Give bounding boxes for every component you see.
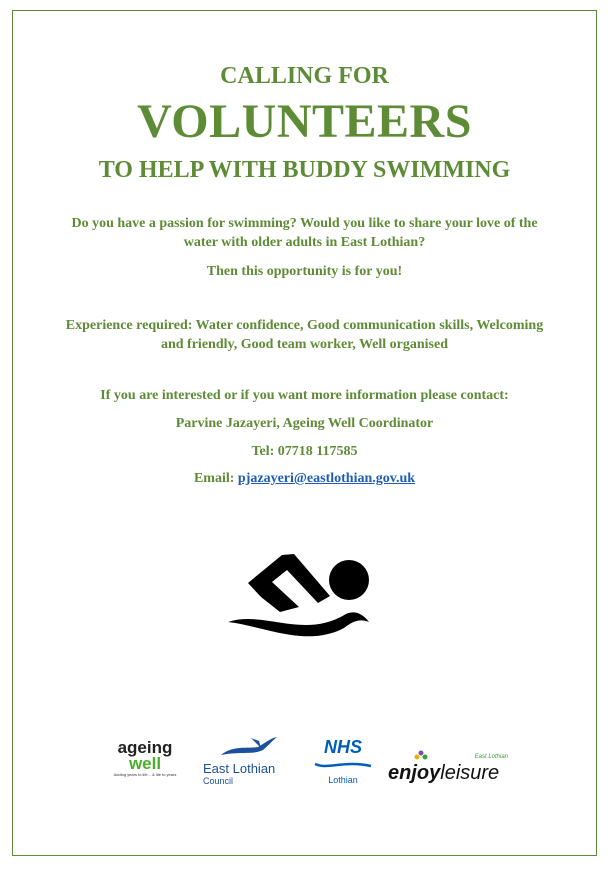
east-lothian-council-logo [203, 735, 299, 785]
elc-line1: East Lothian [203, 761, 276, 776]
email-link[interactable]: pjazayeri@eastlothian.gov.uk [237, 471, 416, 486]
flower-icon [414, 750, 428, 762]
wave-icon [313, 760, 373, 770]
experience-paragraph: Experience required: Water confidence, Good communication skills, Welcoming and friendly, Good team worker, Well organised [65, 318, 544, 352]
ageing-well-logo [110, 740, 180, 784]
enjoy-small: East Lothian [474, 754, 508, 760]
contact-email-line [12, 469, 597, 488]
elc-line2: Council [203, 776, 234, 786]
intro-paragraph: Do you have a passion for swimming? Would you like to share your love of the water with older adults in East Lothian? [71, 216, 538, 250]
email-label: Email: [193, 471, 238, 486]
enjoy-word1: enjoy [388, 762, 441, 784]
ageing-well-tagline: Adding years to life... & life to years [113, 772, 177, 777]
enjoy-word2: leisure [440, 762, 500, 784]
ageing-well-word2: well [128, 754, 162, 773]
nhs-name: Lothian [328, 775, 358, 785]
contact-intro: If you are interested or if you want more information please contact: [100, 388, 509, 403]
ageing-well-word1: ageing [117, 738, 173, 757]
swimmer-icon [224, 550, 374, 650]
nhs-mark: NHS [323, 737, 362, 757]
bird-icon [203, 735, 299, 757]
nhs-lothian-logo [313, 737, 373, 783]
contact-tel: Tel: 07718 117585 [251, 444, 358, 459]
enjoy-leisure-logo [388, 752, 510, 788]
heading-volunteers: VOLUNTEERS [137, 95, 472, 148]
heading-calling-for: CALLING FOR [220, 63, 389, 89]
heading-buddy-swimming: TO HELP WITH BUDDY SWIMMING [98, 157, 511, 183]
opportunity-text: Then this opportunity is for you! [206, 264, 403, 279]
contact-name: Parvine Jazayeri, Ageing Well Coordinator [175, 416, 434, 431]
